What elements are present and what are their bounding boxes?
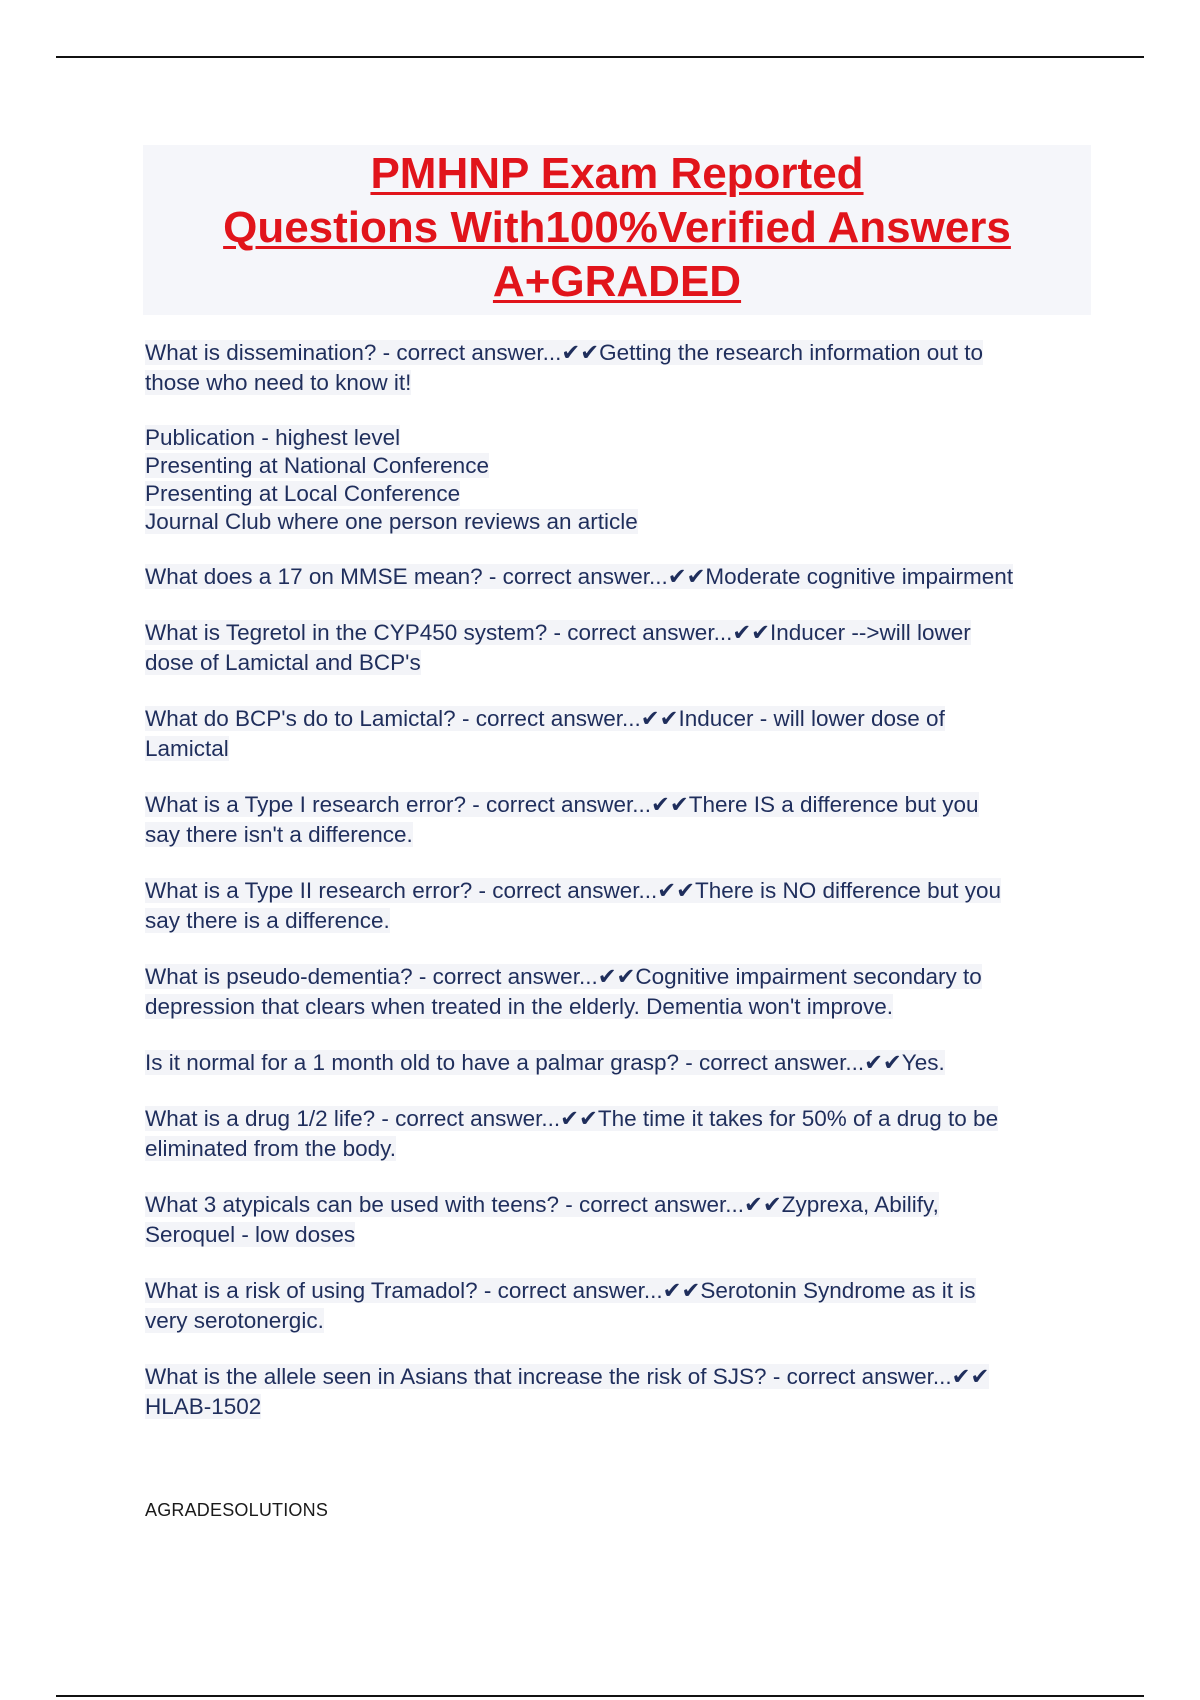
title-line-2: Questions With100%Verified Answers	[223, 203, 1011, 252]
list-item: Publication - highest level	[145, 425, 401, 450]
footer-brand: AGRADESOLUTIONS	[145, 1500, 329, 1520]
dissemination-levels-list	[145, 424, 1105, 536]
qa-text-line: eliminated from the body.	[145, 1136, 396, 1161]
qa-item	[145, 1276, 1105, 1336]
qa-text-line: What is Tegretol in the CYP450 system? - correct answer...✔✔Inducer -->will lower	[145, 620, 971, 645]
bottom-rule	[56, 1695, 1144, 1697]
qa-text-line: What 3 atypicals can be used with teens? - correct answer...✔✔Zyprexa, Abilify,	[145, 1192, 939, 1217]
list-item: Presenting at National Conference	[145, 453, 489, 478]
qa-text-line: HLAB-1502	[145, 1394, 262, 1419]
title-line-3: A+GRADED	[492, 257, 742, 306]
document-title	[143, 145, 1091, 315]
qa-item	[145, 790, 1105, 850]
qa-item	[145, 1362, 1105, 1422]
qa-item	[145, 876, 1105, 936]
qa-text-line: very serotonergic.	[145, 1308, 324, 1333]
title-line-1: PMHNP Exam Reported	[370, 149, 864, 198]
qa-text-line: What is a Type II research error? - correct answer...✔✔There is NO difference but you	[145, 878, 1001, 903]
qa-text-line: Is it normal for a 1 month old to have a palmar grasp? - correct answer...✔✔Yes.	[145, 1050, 945, 1075]
qa-text-line: say there is a difference.	[145, 908, 390, 933]
qa-item	[145, 704, 1105, 764]
qa-text-line: dose of Lamictal and BCP's	[145, 650, 421, 675]
qa-text-line: Seroquel - low doses	[145, 1222, 356, 1247]
qa-text-line: say there isn't a difference.	[145, 822, 413, 847]
qa-item	[145, 962, 1105, 1022]
list-item: Presenting at Local Conference	[145, 481, 461, 506]
qa-item	[145, 1048, 1105, 1078]
qa-item	[145, 1104, 1105, 1164]
qa-text-line: What is a Type I research error? - correct answer...✔✔There IS a difference but you	[145, 792, 979, 817]
qa-text-line: What is pseudo-dementia? - correct answer...✔✔Cognitive impairment secondary to	[145, 964, 982, 989]
qa-text-line: What do BCP's do to Lamictal? - correct answer...✔✔Inducer - will lower dose of	[145, 706, 945, 731]
qa-text-line: What is a risk of using Tramadol? - correct answer...✔✔Serotonin Syndrome as it is	[145, 1278, 976, 1303]
qa-text-line: What is dissemination? - correct answer...✔✔Getting the research information out to	[145, 340, 984, 365]
qa-text-line: What is the allele seen in Asians that increase the risk of SJS? - correct answer...✔✔	[145, 1364, 990, 1389]
qa-text-line: What is a drug 1/2 life? - correct answer...✔✔The time it takes for 50% of a drug to be	[145, 1106, 999, 1131]
qa-text-line: depression that clears when treated in the elderly. Dementia won't improve.	[145, 994, 894, 1019]
qa-text-line: Lamictal	[145, 736, 229, 761]
qa-text-line: What does a 17 on MMSE mean? - correct answer...✔✔Moderate cognitive impairment	[145, 564, 1014, 589]
qa-item	[145, 1190, 1105, 1250]
qa-item	[145, 338, 1105, 398]
qa-item	[145, 618, 1105, 678]
qa-item	[145, 562, 1105, 592]
qa-text-line: those who need to know it!	[145, 370, 412, 395]
list-item: Journal Club where one person reviews an article	[145, 509, 638, 534]
qa-content	[145, 338, 1105, 1448]
top-rule	[56, 56, 1144, 58]
